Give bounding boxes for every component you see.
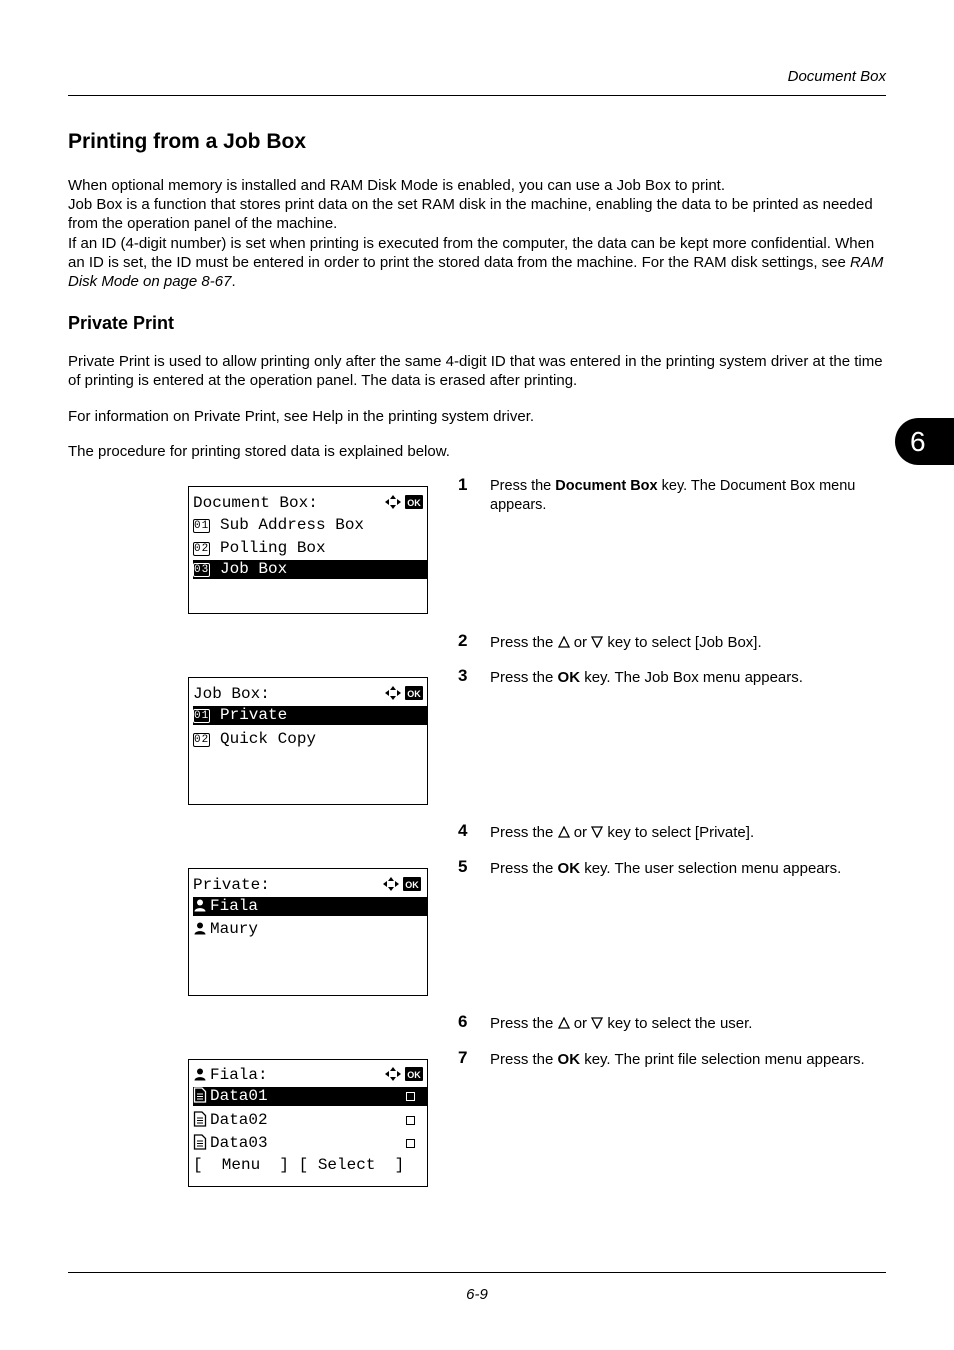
step-text-or: or xyxy=(569,634,592,651)
nav-ok-icon xyxy=(384,685,424,701)
item-label: Private xyxy=(220,706,288,724)
lcd-title: Document Box: xyxy=(193,494,318,512)
step-text-post: key. The user selection menu appears. xyxy=(580,860,842,877)
step-number: 2 xyxy=(458,631,468,650)
item-label: Sub Address Box xyxy=(220,516,365,534)
step-number: 5 xyxy=(458,857,468,876)
lcd-title: Job Box: xyxy=(193,685,270,703)
step-text xyxy=(490,668,890,687)
step-number: 7 xyxy=(458,1048,468,1067)
step-text xyxy=(490,477,890,515)
lcd-screen-document-box xyxy=(188,486,428,614)
up-arrow-key-icon xyxy=(558,826,570,838)
person-icon xyxy=(193,898,207,912)
intro-end: . xyxy=(231,273,236,291)
up-arrow-key-icon xyxy=(558,1017,570,1029)
lcd-menu-item-selected[interactable] xyxy=(193,560,427,579)
lcd-user-item[interactable] xyxy=(193,920,427,939)
person-icon xyxy=(193,921,207,935)
step-text-post: key to select [Private]. xyxy=(603,824,755,841)
file-label: Data02 xyxy=(210,1111,268,1129)
item-number-badge: 03 xyxy=(194,564,210,576)
intro-paragraph xyxy=(68,176,898,291)
down-arrow-key-icon xyxy=(591,1017,603,1029)
step-text-post: key. The Job Box menu appears. xyxy=(580,669,803,686)
lcd-menu-item-selected[interactable] xyxy=(193,706,427,725)
step-number: 4 xyxy=(458,821,468,840)
step-text-post: key to select the user. xyxy=(603,1015,753,1032)
step-text-or: or xyxy=(569,1015,592,1032)
lcd-menu-item[interactable] xyxy=(193,730,427,749)
item-label: Job Box xyxy=(220,560,288,578)
file-label: Data01 xyxy=(210,1087,268,1105)
lcd-title-text: Fiala: xyxy=(210,1066,268,1084)
private-print-paragraph: Private Print is used to allow printing only after the same 4-digit ID that was entered in the printing system driver at the time of printing is entered at the operation panel. The data is erased after printing. xyxy=(68,353,883,390)
down-arrow-key-icon xyxy=(591,826,603,838)
lcd-title: Private: xyxy=(193,876,270,894)
lcd-file-item[interactable] xyxy=(193,1134,427,1153)
document-box-key-label: Document Box xyxy=(555,478,658,494)
ok-key-text: OK xyxy=(407,1070,421,1080)
nav-ok-icon xyxy=(384,494,424,510)
item-label: Polling Box xyxy=(220,539,326,557)
intro-line-1: When optional memory is installed and RAM Disk Mode is enabled, you can use a Job Box to print. xyxy=(68,177,725,194)
ok-key-label: OK xyxy=(557,1051,581,1068)
document-icon xyxy=(193,1111,207,1127)
step-text-pre: Press the xyxy=(490,1051,558,1068)
ok-key-label: OK xyxy=(557,860,581,877)
item-number-badge: 02 xyxy=(194,543,210,555)
lcd-menu-item[interactable] xyxy=(193,516,427,535)
nav-ok-icon xyxy=(382,876,422,892)
lcd-screen-job-box xyxy=(188,677,428,805)
ok-key-text: OK xyxy=(407,689,421,699)
step-text-pre: Press the xyxy=(490,860,558,877)
document-icon xyxy=(193,1134,207,1150)
intro-line-3-text: If an ID (4-digit number) is set when printing is executed from the computer, the data can be kept more confidential. When an ID is set, the ID must be entered in order to print the stored data from the machine. For the RAM disk settings, see xyxy=(68,234,875,271)
step-text-pre: Press the xyxy=(490,824,558,841)
step-text-pre: Press the xyxy=(490,1015,558,1032)
step-number: 1 xyxy=(458,475,468,494)
file-checkbox[interactable] xyxy=(406,1116,415,1125)
step-text xyxy=(490,859,890,878)
up-arrow-key-icon xyxy=(558,636,570,648)
lcd-file-item-selected[interactable] xyxy=(193,1087,427,1106)
ok-key-text: OK xyxy=(407,498,421,508)
step-text-post: key to select [Job Box]. xyxy=(603,634,762,651)
step-text-pre: Press the xyxy=(490,634,558,651)
step-text xyxy=(490,823,890,842)
document-icon xyxy=(193,1087,207,1103)
lcd-file-item[interactable] xyxy=(193,1111,427,1130)
step-text-post: key. The Document Box menu appears. xyxy=(490,478,856,514)
user-label: Fiala xyxy=(210,897,259,915)
step-number: 3 xyxy=(458,666,468,685)
step-text-post: key. The print file selection menu appears. xyxy=(580,1051,865,1068)
user-label: Maury xyxy=(210,920,259,938)
person-icon xyxy=(193,1067,207,1081)
procedure-paragraph: The procedure for printing stored data is explained below. xyxy=(68,443,450,460)
step-text-pre: Press the xyxy=(490,478,556,494)
item-label: Quick Copy xyxy=(220,730,317,748)
footer-rule xyxy=(68,1272,886,1273)
step-text-or: or xyxy=(569,824,592,841)
nav-ok-icon xyxy=(384,1066,424,1082)
step-text xyxy=(490,633,890,652)
intro-line-2: Job Box is a function that stores print data on the set RAM disk in the machine, enabling the data to be printed as needed from the operation panel of the machine. xyxy=(68,196,873,233)
down-arrow-key-icon xyxy=(591,636,603,648)
ok-key-label: OK xyxy=(557,669,581,686)
step-number: 6 xyxy=(458,1012,468,1031)
step-text xyxy=(490,1014,890,1033)
lcd-softkeys[interactable]: [ Menu ] [ Select ] xyxy=(193,1156,405,1174)
item-number-badge: 01 xyxy=(194,710,210,722)
lcd-screen-fiala xyxy=(188,1059,428,1187)
ok-key-text: OK xyxy=(405,880,419,890)
ram-disk-xref: RAM Disk Mode on page 8-67 xyxy=(68,253,884,291)
item-number-badge: 02 xyxy=(194,734,210,746)
file-checkbox[interactable] xyxy=(406,1092,415,1101)
info-paragraph: For information on Private Print, see Help in the printing system driver. xyxy=(68,408,535,425)
step-text xyxy=(490,1050,900,1069)
intro-line-3 xyxy=(68,234,886,292)
lcd-menu-item[interactable] xyxy=(193,539,427,558)
page-number: 6-9 xyxy=(466,1286,488,1303)
item-number-badge: 01 xyxy=(194,520,210,532)
file-checkbox[interactable] xyxy=(406,1139,415,1148)
running-header: Document Box xyxy=(787,68,886,85)
section-subtitle: Private Print xyxy=(68,313,175,333)
chapter-tab: 6 xyxy=(895,418,954,465)
header-rule xyxy=(68,95,886,96)
step-text-pre: Press the xyxy=(490,669,558,686)
page-title: Printing from a Job Box xyxy=(68,130,307,153)
file-label: Data03 xyxy=(210,1134,268,1152)
lcd-screen-private xyxy=(188,868,428,996)
lcd-user-item-selected[interactable] xyxy=(193,897,427,916)
